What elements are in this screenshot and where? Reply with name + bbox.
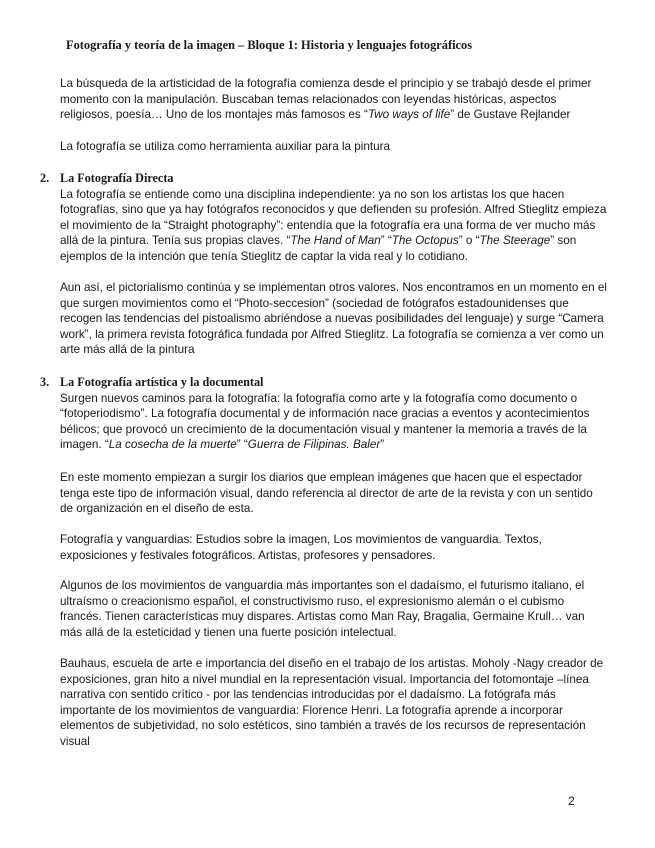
section-2-paragraph-2 xyxy=(60,280,608,358)
body-text: En este momento empiezan a surgir los diarios que emplean imágenes que hacen que el espectador tenga este tipo de información visual, dando referencia al director de arte de la revista y con un sentido de organización en el diseño de esta. xyxy=(60,471,593,516)
section-number: 3. xyxy=(40,375,50,389)
section-3-paragraph-5 xyxy=(60,656,608,750)
section-title: La Fotografía Directa xyxy=(60,171,174,185)
work-title: Two ways of life xyxy=(367,108,451,122)
section-title: La Fotografía artística y la documental xyxy=(60,375,264,389)
intro-paragraph-1 xyxy=(60,76,608,123)
work-title: Guerra de Filipinas. Baler xyxy=(247,438,381,452)
section-paragraph xyxy=(60,391,608,453)
intro-text: La búsqueda de la artisticidad de la fotografía comienza desde el principio y se trabajó desde el primer momento con la manipulación. Buscaban temas relacionados con leyendas históricas, aspectos religiosos, poesía… Uno de los montajes más famosos es xyxy=(60,77,592,122)
page-number: 2 xyxy=(568,794,575,808)
section-3 xyxy=(60,375,608,453)
work-title: The Hand of Man xyxy=(290,234,381,248)
section-3-paragraph-3 xyxy=(60,532,608,563)
body-text: ” son ejemplos de la intención que tenía Stieglitz de captar la vida real y lo cotidiano. xyxy=(60,234,577,263)
section-3-paragraph-4 xyxy=(60,578,608,640)
body-text: ” xyxy=(380,438,385,452)
section-3-paragraph-2 xyxy=(60,470,608,517)
section-number: 2. xyxy=(40,171,50,185)
work-title: The Steerage xyxy=(479,234,551,248)
body-text: La fotografía se entiende como una disciplina independiente: ya no son los artistas los que hacen fotografías, sino que ya hay fotógrafos reconocidos y que defienden su profesión. Alfred Stieglitz empieza el movimiento de la “Straight photography”: entendía que la fotografía era una forma de ver mucho más allá de la pintura. Tenía sus propias claves. “ xyxy=(60,187,607,248)
quote-mark: ” xyxy=(450,108,455,122)
work-title: The Octopus xyxy=(391,234,459,248)
section-2 xyxy=(60,171,608,265)
quote-mark: “ xyxy=(364,108,368,122)
document-header: Fotografía y teoría de la imagen – Bloque 1: Historia y lenguajes fotográficos xyxy=(66,38,473,52)
body-text: Aun así, el pictorialismo continúa y se implementan otros valores. Nos encontramos en un momento en el que surgen movimientos como el “Photo-seccesion” (sociedad de fotógrafos estadounidenses que recogen las tendencias del pistoalismo abriéndose a nuevas posibilidades del lenguaje) y surge “Camera work”, la primera revista fotográfica fundada por Alfred Stieglitz. La fotografía se comienza a ver como un arte más allá de la pintura xyxy=(60,281,607,357)
body-text: ” o “ xyxy=(458,234,480,248)
intro-text: de Gustave Rejlander xyxy=(454,108,571,122)
body-text: Surgen nuevos caminos para la fotografía: la fotografía como arte y la fotografía como documento o “fotoperiodismo”. La fotografía documental y de información nace gracias a eventos y acontecimientos bélicos; que provocó un crecimiento de la documentación visual y mantener la memoria a través de la imagen. “ xyxy=(60,391,590,452)
intro-paragraph-2 xyxy=(60,139,608,155)
work-title: La cosecha de la muerte xyxy=(108,438,237,452)
body-text: ” “ xyxy=(380,234,392,248)
body-text: Bauhaus, escuela de arte e importancia del diseño en el trabajo de los artistas. Moholy -Nagy creador de exposiciones, gran hito a nivel mundial en la representación visual. Importancia del fotomontaje –línea narrativa con sentido crítico - por las tendencias introducidas por el dadaísmo. La fotógrafa más importante de los movimientos de vanguardia: Florence Henri. La fotografía aprende a incorporar elementos de subjetividad, no solo estéticos, sino también a través de los recursos de representación visual xyxy=(60,657,604,748)
intro-text: La fotografía se utiliza como herramienta auxiliar para la pintura xyxy=(60,140,391,153)
section-paragraph xyxy=(60,187,608,265)
body-text: Algunos de los movimientos de vanguardia más importantes son el dadaísmo, el futurismo italiano, el ultraísmo o creacionismo español, el constructivismo ruso, el expresionismo alemán o el cubismo francés. Tienen características muy dispares. Artistas como Man Ray, Bragalia, Germaine Krull… van más allá de la esteticidad y tienen una fuerte posición intelectual. xyxy=(60,579,585,639)
body-text: Fotografía y vanguardias: Estudios sobre la imagen, Los movimientos de vanguardia. Textos, exposiciones y festivales fotográficos. Artistas, profesores y pensadores. xyxy=(60,533,542,562)
body-text: ” “ xyxy=(236,438,248,452)
